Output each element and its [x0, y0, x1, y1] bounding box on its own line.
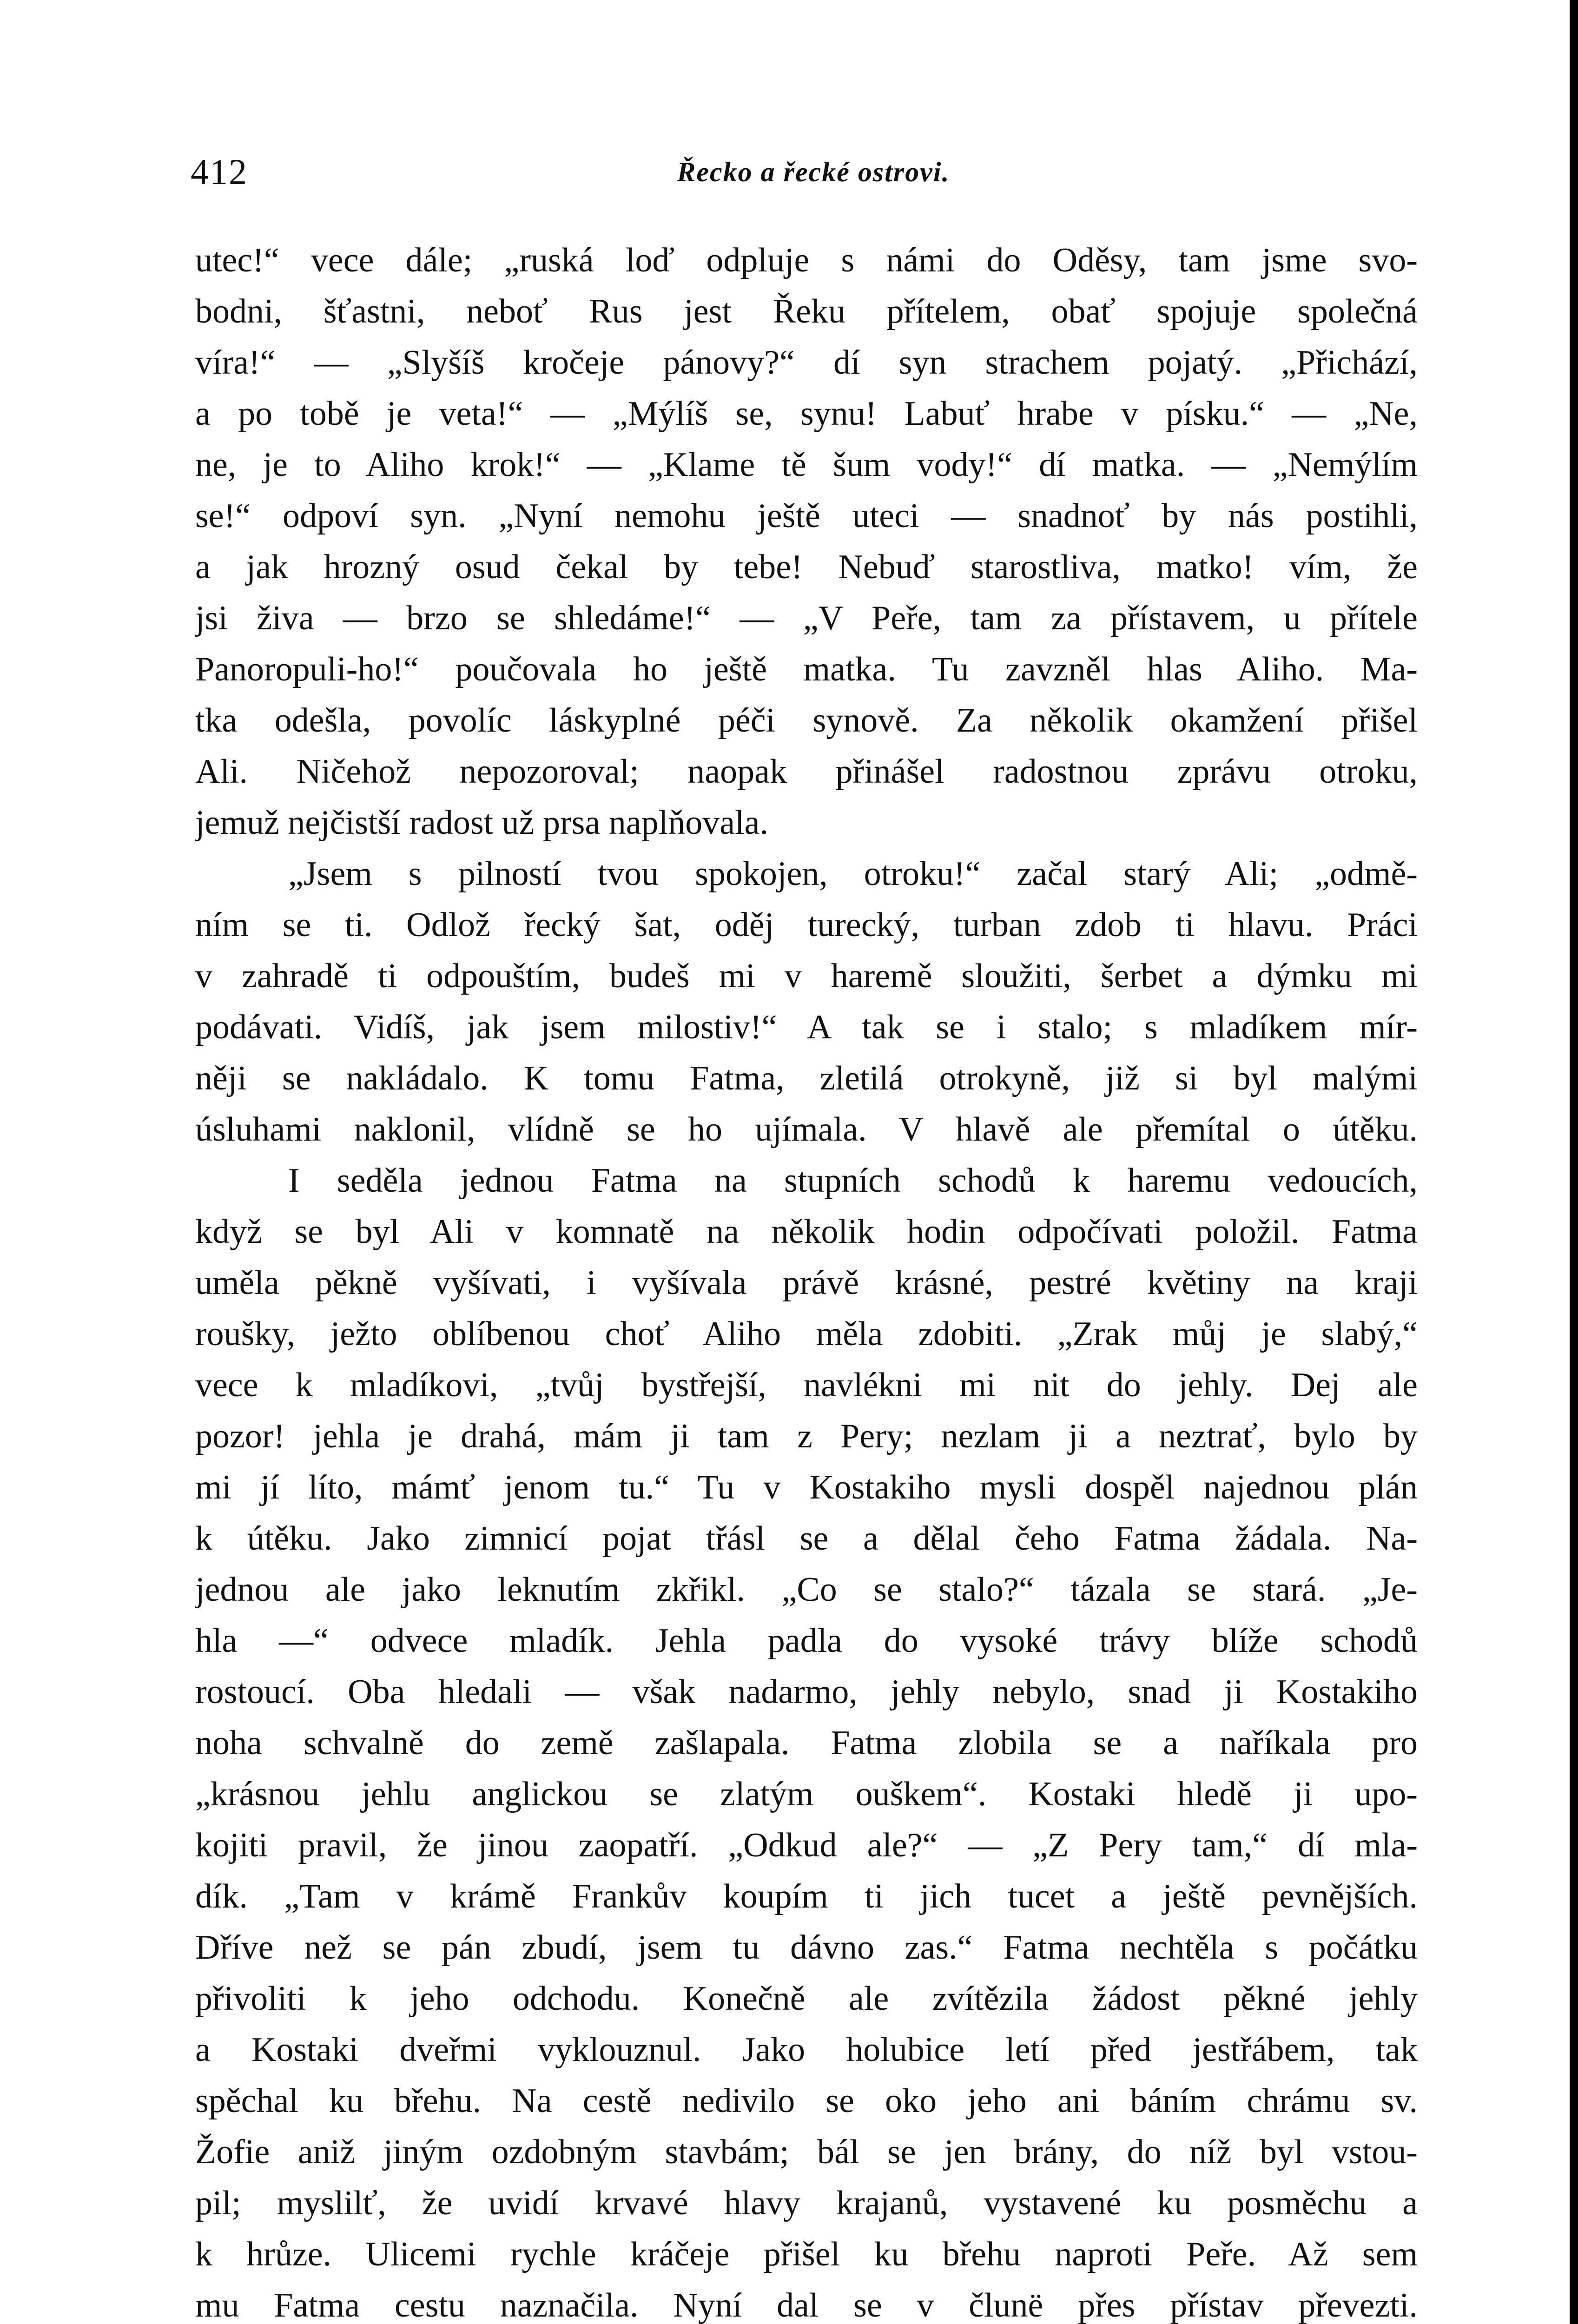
text-line: Dříve než se pán zbudí, jsem tu dávno zas.“ Fatma nechtěla s počátku	[195, 1928, 1418, 1967]
text-line: se!“ odpoví syn. „Nyní nemohu ještě uteci — snadnoť by nás postihli,	[195, 497, 1418, 535]
text-line: rostoucí. Oba hledali — však nadarmo, jehly nebylo, snad ji Kostakiho	[195, 1673, 1418, 1711]
text-line: a po tobě je veta!“ — „Mýlíš se, synu! Labuť hrabe v písku.“ — „Ne,	[195, 395, 1418, 433]
text-line: k hrůze. Ulicemi rychle kráčeje přišel ku břehu naproti Peře. Až sem	[195, 2235, 1418, 2273]
text-line: Žofie aniž jiným ozdobným stavbám; bál se jen brány, do níž byl vstou-	[195, 2133, 1418, 2171]
text-line: noha schvalně do země zašlapala. Fatma zlobila se a naříkala pro	[195, 1724, 1418, 1762]
text-line: utec!“ vece dále; „ruská loď odpluje s námi do Oděsy, tam jsme svo-	[195, 241, 1418, 279]
text-line: bodni, šťastni, neboť Rus jest Řeku přítelem, obať spojuje společná	[195, 292, 1418, 330]
text-line: uměla pěkně vyšívati, i vyšívala právě krásné, pestré květiny na kraji	[195, 1264, 1418, 1302]
text-line: k útěku. Jako zimnicí pojat třásl se a dělal čeho Fatma žádala. Na-	[195, 1519, 1418, 1558]
text-line: spěchal ku břehu. Na cestě nedivilo se oko jeho ani báním chrámu sv.	[195, 2082, 1418, 2120]
text-line: když se byl Ali v komnatě na několik hodin odpočívati položil. Fatma	[195, 1213, 1418, 1251]
text-line: úsluhami naklonil, vlídně se ho ujímala. V hlavě ale přemítal o útěku.	[195, 1110, 1418, 1149]
text-line: mi jí líto, mámť jenom tu.“ Tu v Kostakiho mysli dospěl najednou plán	[195, 1468, 1418, 1506]
text-line: pozor! jehla je drahá, mám ji tam z Pery; nezlam ji a neztrať, bylo by	[195, 1417, 1418, 1455]
text-line: tka odešla, povolíc láskyplné péči synově. Za několik okamžení přišel	[195, 701, 1418, 739]
body-text	[195, 235, 1418, 2324]
text-line: jsi živa — brzo se shledáme!“ — „V Peře, tam za přístavem, u přítele	[195, 599, 1418, 637]
text-line: něji se nakládalo. K tomu Fatma, zletilá otrokyně, již si byl malými	[195, 1059, 1418, 1097]
text-line: hla —“ odvece mladík. Jehla padla do vysoké trávy blíže schodů	[195, 1622, 1418, 1660]
text-line: přivoliti k jeho odchodu. Konečně ale zvítězila žádost pěkné jehly	[195, 1980, 1418, 2018]
page-header	[191, 149, 1422, 200]
text-line: podávati. Vidíš, jak jsem milostiv!“ A tak se i stalo; s mladíkem mír-	[195, 1008, 1418, 1046]
text-line: ne, je to Aliho krok!“ — „Klame tě šum vody!“ dí matka. — „Nemýlím	[195, 446, 1418, 484]
page-edge-border	[1570, 0, 1578, 2324]
text-line: pil; myslilť, že uvidí krvavé hlavy krajanů, vystavené ku posměchu a	[195, 2184, 1418, 2222]
text-line: roušky, ježto oblíbenou choť Aliho měla zdobiti. „Zrak můj je slabý,“	[195, 1315, 1418, 1353]
text-line: ním se ti. Odlož řecký šat, oděj turecký, turban zdob ti hlavu. Práci	[195, 906, 1418, 944]
text-line: I seděla jednou Fatma na stupních schodů k haremu vedoucích,	[288, 1162, 1418, 1200]
text-line: „Jsem s pilností tvou spokojen, otroku!“ začal starý Ali; „odmě-	[288, 855, 1418, 893]
text-line: a jak hrozný osud čekal by tebe! Nebuď starostliva, matko! vím, že	[195, 548, 1418, 586]
text-line: „krásnou jehlu anglickou se zlatým ouškem“. Kostaki hledě ji upo-	[195, 1775, 1418, 1813]
text-line: Panoropuli-ho!“ poučovala ho ještě matka. Tu zavzněl hlas Aliho. Ma-	[195, 650, 1418, 688]
page-number: 412	[191, 152, 248, 192]
text-line: víra!“ — „Slyšíš kročeje pánovy?“ dí syn strachem pojatý. „Přichází,	[195, 343, 1418, 382]
running-title: Řecko a řecké ostrovi.	[677, 157, 950, 187]
text-line: jemuž nejčistší radost už prsa naplňovala.	[195, 804, 768, 842]
text-line: vece k mladíkovi, „tvůj bystřejší, navlékni mi nit do jehly. Dej ale	[195, 1366, 1418, 1404]
text-line: mu Fatma cestu naznačila. Nyní dal se v člunë přes přístav převezti.	[195, 2286, 1418, 2324]
text-line: jednou ale jako leknutím zkřikl. „Co se stalo?“ tázala se stará. „Je-	[195, 1571, 1418, 1609]
text-line: a Kostaki dveřmi vyklouznul. Jako holubice letí před jestřábem, tak	[195, 2031, 1418, 2069]
text-line: kojiti pravil, že jinou zaopatří. „Odkud ale?“ — „Z Pery tam,“ dí mla-	[195, 1826, 1418, 1864]
text-line: v zahradě ti odpouštím, budeš mi v haremě sloužiti, šerbet a dýmku mi	[195, 957, 1418, 995]
text-line: dík. „Tam v krámě Frankův koupím ti jich tucet a ještě pevnějších.	[195, 1877, 1418, 1915]
text-line: Ali. Ničehož nepozoroval; naopak přinášel radostnou zprávu otroku,	[195, 753, 1418, 791]
